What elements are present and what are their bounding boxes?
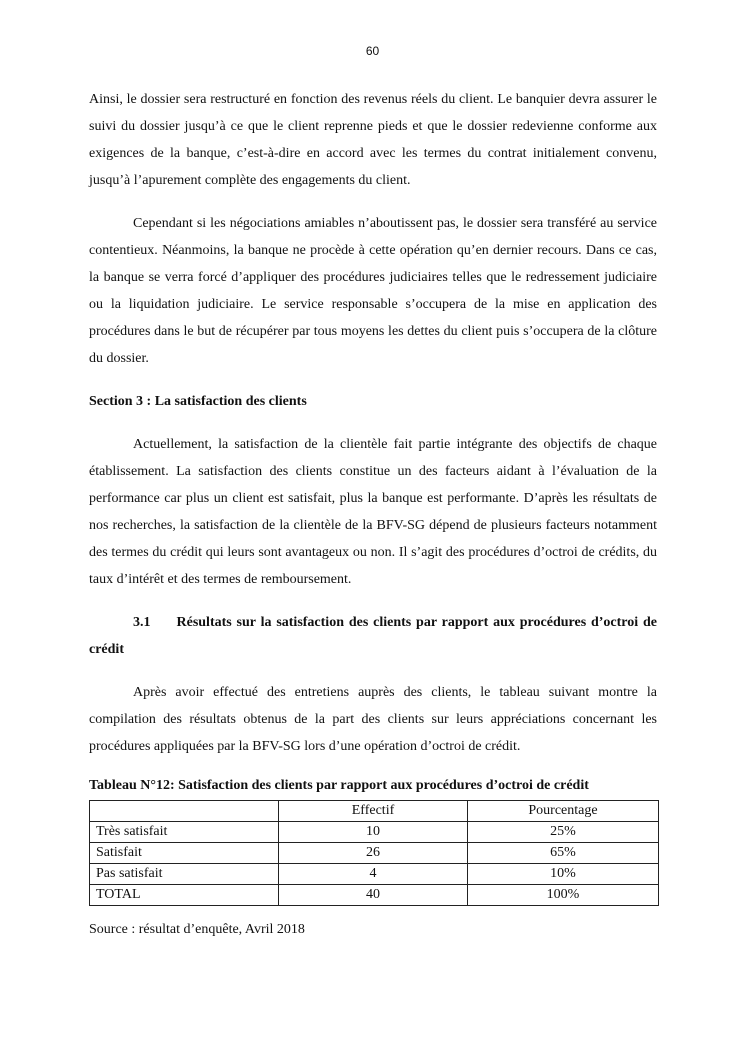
table-caption: Tableau N°12: Satisfaction des clients par rapport aux procédures d’octroi de crédit [89,778,589,793]
table-row [90,843,659,864]
table-cell: TOTAL [90,885,279,906]
table-row [90,864,659,885]
table-cell: Satisfait [90,843,279,864]
section-heading: Section 3 : La satisfaction des clients [89,394,307,409]
document-body [89,86,657,940]
paragraph-3: Actuellement, la satisfaction de la clientèle fait partie intégrante des objectifs de chaque établissement. La satisfaction des clients constitue un des facteurs aidant à l’évaluation de la performance car plus un client est satisfait, plus la banque est performante. D’après les résultats de nos recherches, la satisfaction de la clientèle de la BFV-SG dépend de plusieurs facteurs notamment des termes du crédit qui leurs sont avantageux ou non. Il s’agit des procédures d’octroi de crédits, du taux d’intérêt et des termes de remboursement. [89,437,657,587]
table-cell: 40 [279,885,468,906]
table-cell: 25% [468,822,659,843]
satisfaction-table [89,800,659,906]
subsection-title: Résultats sur la satisfaction des clients par rapport aux procédures d’octroi de crédit [89,615,657,657]
table-cell: 26 [279,843,468,864]
table-row-total [90,885,659,906]
table-cell: 10% [468,864,659,885]
table-row [90,822,659,843]
table-cell: Très satisfait [90,822,279,843]
subsection-heading [89,609,657,663]
paragraph-4: Après avoir effectué des entretiens auprès des clients, le tableau suivant montre la compilation des résultats obtenus de la part des clients sur leurs appréciations concernant les procédures appliquées par la BFV-SG lors d’une opération d’octroi de crédit. [89,685,657,754]
table-cell: 65% [468,843,659,864]
table-header-cell: Effectif [279,801,468,822]
subsection-number: 3.1 [133,615,151,630]
table-header-row [90,801,659,822]
table-header-cell [90,801,279,822]
table-cell: Pas satisfait [90,864,279,885]
paragraph-2: Cependant si les négociations amiables n’aboutissent pas, le dossier sera transféré au service contentieux. Néanmoins, la banque ne procède à cette opération qu’en dernier recours. Dans ce cas, la banque se verra forcé d’appliquer des procédures judiciaires telles que le redressement judiciaire ou la liquidation judiciaire. Le service responsable s’occupera de la mise en application des procédures dans le but de récupérer par tous moyens les dettes du client puis s’occupera de la clôture du dossier. [89,216,657,366]
page-number: 60 [365,44,380,58]
table-header-cell: Pourcentage [468,801,659,822]
table-cell: 4 [279,864,468,885]
table-cell: 100% [468,885,659,906]
table-cell: 10 [279,822,468,843]
table-source: Source : résultat d’enquête, Avril 2018 [89,922,305,937]
paragraph-1: Ainsi, le dossier sera restructuré en fonction des revenus réels du client. Le banquier devra assurer le suivi du dossier jusqu’à ce que le client reprenne pieds et que le dossier redevienne conforme aux exigences de la banque, c’est-à-dire en accord avec les termes du contrat initialement convenu, jusqu’à l’apurement complète des engagements du client. [89,92,657,188]
